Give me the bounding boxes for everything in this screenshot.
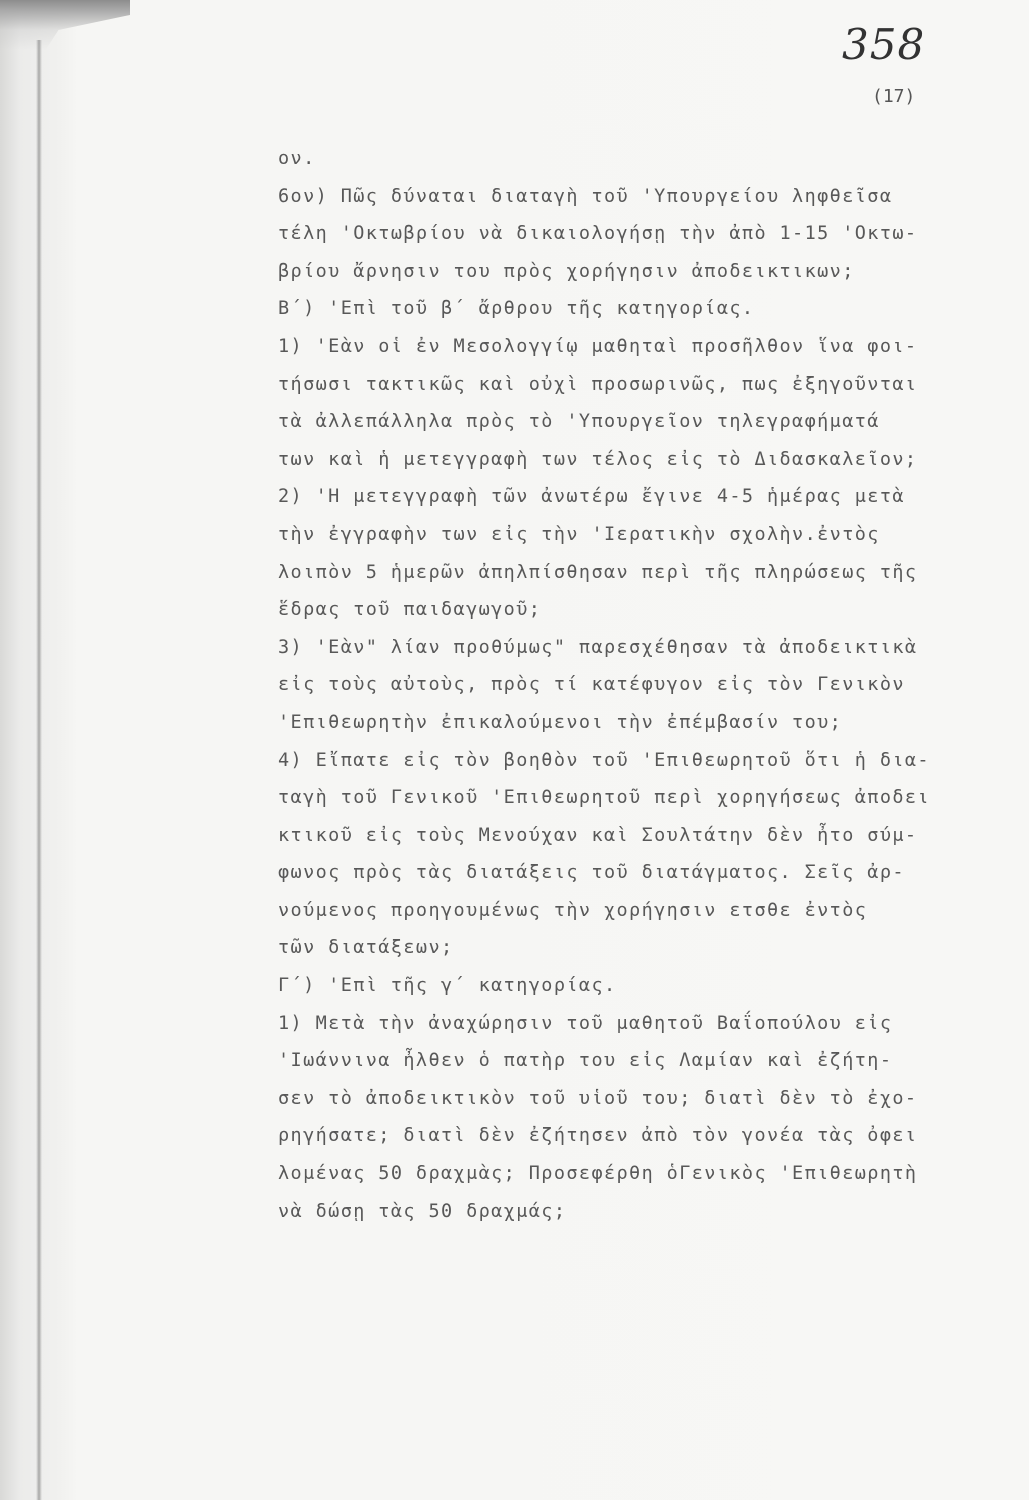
binding-fold-line [36,40,42,1500]
text-line: λομένας 50 δραχμὰς; Προσεφέρθη ὁΓενικὸς 'Επιθεωρητὴ [278,1163,918,1185]
text-line: τὴν ἐγγραφὴν των εἰς τὴν 'Ιερατικὴν σχολὴν.ἐντὸς [278,523,880,545]
text-line: νὰ δώσῃ τὰς 50 δραχμάς; [278,1200,567,1222]
text-line: τέλη 'Οκτωβρίου νὰ δικαιολογήσῃ τὴν ἀπὸ 1-15 'Οκτω- [278,223,918,245]
text-line: 'Ιωάννινα ἦλθεν ὁ πατὴρ του εἰς Λαμίαν καὶ ἐζήτη- [278,1050,893,1072]
text-line: σεν τὸ ἀποδεικτικὸν τοῦ υἱοῦ του; διατὶ δὲν τὸ ἐχο- [278,1087,918,1109]
text-line: νούμενος προηγουμένως τὴν χορήγησιν ετσθε ἐντὸς [278,899,868,921]
text-line: 4) Εἴπατε εἰς τὸν βοηθὸν τοῦ 'Επιθεωρητοῦ ὅτι ἡ δια- [278,749,930,771]
typed-text-body [278,140,998,1230]
text-line: Γ΄) 'Επὶ τῆς γ΄ κατηγορίας. [278,975,617,997]
section-number: (17) [872,86,916,107]
text-line: 1) Μετὰ τὴν ἀναχώρησιν τοῦ μαθητοῦ Βαΐοπούλου εἰς [278,1012,893,1034]
text-line: ον. [278,148,316,169]
text-line: 'Επιθεωρητὴν ἐπικαλούμενοι τὴν ἐπέμβασίν του; [278,711,843,733]
text-line: εἰς τοὺς αὐτοὺς, πρὸς τί κατέφυγον εἰς τὸν Γενικὸν [278,674,905,696]
text-line: ρηγήσατε; διατὶ δὲν ἐζήτησεν ἀπὸ τὸν γονέα τὰς ὀφει [278,1125,918,1147]
text-line: Β΄) 'Επὶ τοῦ β΄ ἄρθρου τῆς κατηγορίας. [278,298,755,320]
text-line: λοιπὸν 5 ἡμερῶν ἀπηλπίσθησαν περὶ τῆς πληρώσεως τῆς [278,561,918,583]
text-line: κτικοῦ εἰς τοὺς Μενούχαν καὶ Σουλτάτην δὲν ἦτο σύμ- [278,824,918,846]
text-line: 2) 'Η μετεγγραφὴ τῶν ἀνωτέρω ἔγινε 4-5 ἡμέρας μετὰ [278,486,905,508]
text-line: τῶν διατάξεων; [278,937,454,959]
text-line: 6ον) Πῶς δύναται διαταγὴ τοῦ 'Υπουργείου ληφθεῖσα [278,185,893,207]
text-line: 1) 'Εὰν οἱ ἐν Μεσολογγίῳ μαθηταὶ προσῆλθον ἵνα φοι- [278,335,918,357]
text-line: ταγὴ τοῦ Γενικοῦ 'Επιθεωρητοῦ περὶ χορηγήσεως ἀποδει [278,787,930,809]
text-line: 3) 'Εὰν" λίαν προθύμως" παρεσχέθησαν τὰ ἀποδεικτικὰ [278,636,918,658]
text-line: ἕδρας τοῦ παιδαγωγοῦ; [278,599,542,621]
handwritten-page-number: 358 [842,20,926,69]
text-line: φωνος πρὸς τὰς διατάξεις τοῦ διατάγματος. Σεῖς ἀρ- [278,862,905,884]
text-line: τήσωσι τακτικῶς καὶ οὐχὶ προσωρινῶς, πως ἐξηγοῦνται [278,373,918,395]
text-line: τὰ ἀλλεπάλληλα πρὸς τὸ 'Υπουργεῖον τηλεγραφήματά [278,411,880,433]
text-line: των καὶ ἡ μετεγγραφὴ των τέλος εἰς τὸ Διδασκαλεῖον; [278,448,918,470]
text-line: βρίου ἄρνησιν του πρὸς χορήγησιν ἀποδεικτικων; [278,260,855,282]
